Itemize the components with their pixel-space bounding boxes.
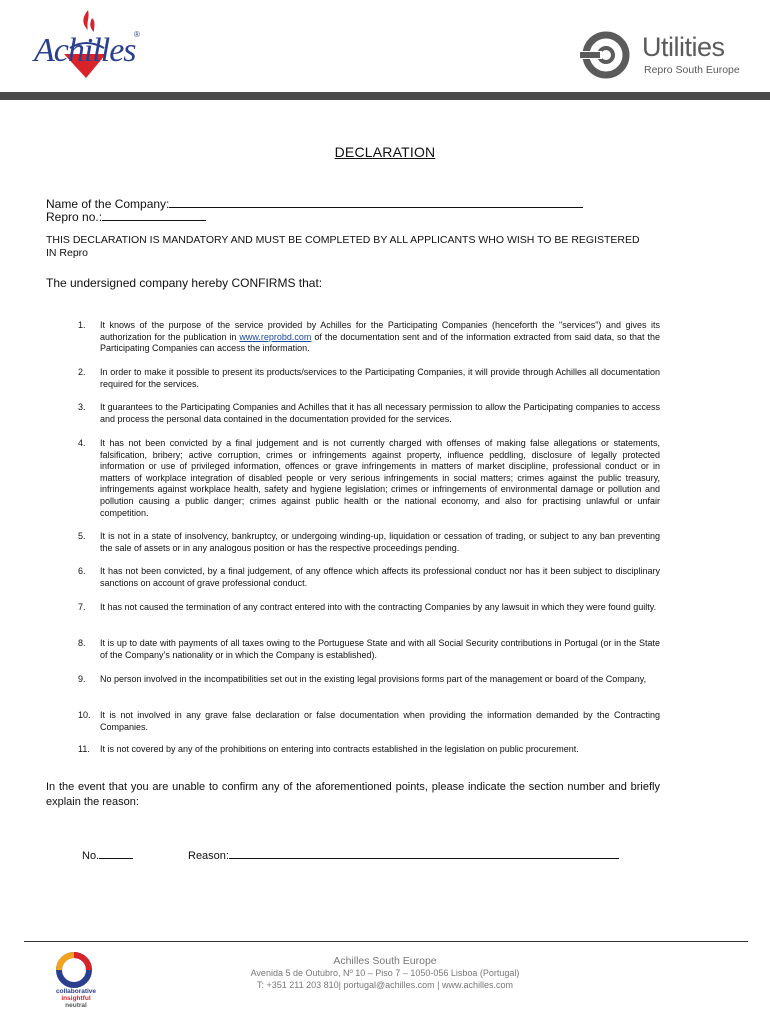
list-item-number: 9. xyxy=(78,674,86,684)
header-bar xyxy=(0,92,770,100)
list-item xyxy=(78,531,660,554)
item-text-part: of the documentation sent and of the information extracted from said data, so that the Participating Companies can access the information. xyxy=(100,331,660,354)
list-item-number: 11. xyxy=(78,744,90,754)
section-number-label: No. xyxy=(82,850,100,862)
list-item-text: It has not been convicted, by a final judgement, of any offence which affects its professional conduct nor has it been subject to disciplinary sanctions on account of grave professional conduct. xyxy=(100,566,660,588)
list-item-number: 2. xyxy=(78,367,86,377)
list-item xyxy=(78,638,660,661)
reprobd-link[interactable]: www.reprobd.com xyxy=(239,331,312,342)
list-item-number: 3. xyxy=(78,402,86,412)
repro-no-label: Repro no.: xyxy=(46,210,103,224)
confirms-statement xyxy=(46,276,322,290)
list-item-text: No person involved in the incompatibilities set out in the existing legal provisions forms part of the management or board of the Company, xyxy=(100,674,647,684)
list-item-text: It is not covered by any of the prohibitions on entering into contracts established in the legislation on public procurement. xyxy=(100,744,579,754)
badge-word: neutral xyxy=(65,1002,87,1009)
list-item-text: It has not caused the termination of any contract entered into with the contracting Companies by any lawsuit in which they were found guilty. xyxy=(100,602,657,612)
badge-word: collaborative xyxy=(55,988,97,995)
list-item-text xyxy=(100,320,660,355)
confirms-emphasis: CONFIRMS xyxy=(231,276,296,290)
list-item-number: 4. xyxy=(78,438,86,448)
list-item-text: It guarantees to the Participating Companies and Achilles that it has all necessary permission to allow the Participating companies to access and process the personal data contained in the documentation provided for the services. xyxy=(100,402,660,424)
unable-to-confirm-instructions: In the event that you are unable to confirm any of the aforementioned points, please indicate the section number and briefly explain the reason: xyxy=(46,781,660,808)
list-item xyxy=(78,438,660,519)
list-item-number: 1. xyxy=(78,320,86,330)
list-item xyxy=(78,674,660,686)
list-item-number: 7. xyxy=(78,602,86,612)
list-item xyxy=(78,402,660,425)
company-name-field[interactable] xyxy=(169,195,583,208)
reason-label: Reason: xyxy=(188,850,229,862)
list-item-text: It is not in a state of insolvency, bankruptcy, or undergoing winding-up, liquidation or cessation of trading, or subject to any ban preventing the sale of assets or in any analogous position or has the respective proceedings pending. xyxy=(100,531,660,553)
list-item-number: 10. xyxy=(78,710,91,720)
repro-no-row xyxy=(46,208,206,224)
list-item-text: In order to make it possible to present its products/services to the Participating Companies, it will provide through Achilles all documentation required for the services. xyxy=(100,367,660,389)
repro-no-field[interactable] xyxy=(102,208,206,221)
footer-company: Achilles South Europe xyxy=(333,955,437,967)
utilities-logo-icon xyxy=(578,30,638,80)
confirms-suffix: that: xyxy=(295,276,323,290)
list-item xyxy=(78,566,660,589)
company-name-label: Name of the Company: xyxy=(46,197,170,211)
confirms-prefix: The undersigned company hereby xyxy=(46,276,232,290)
reason-field[interactable] xyxy=(229,846,619,859)
list-item-text: It is up to date with payments of all taxes owing to the Portuguese State and with all Social Security contributions in Portugal (or in the State of the Company’s nationality or in which the Company is established). xyxy=(100,638,660,660)
footer-divider xyxy=(24,941,748,942)
list-item-text: It has not been convicted by a final judgement and is not currently charged with offenses of making false allegations or statements, falsification, bribery; active corruption, crimes or infringements against property, influence peddling, disclosure of legally protected information or use of privileged information, offences or grave infringements in matters of market discipline, professional conduct or in matters of workplace integration of disabled people or very serious infringements in social matters; crimes against the public treasury, infringements against workplace health, safety and hygiene legislation; crimes or infringements of environmental damage or pollution and pollution causing a public danger; crimes against public health or the national economy, and also for practising unlawful or unfair competition. xyxy=(100,438,660,518)
list-item xyxy=(78,320,660,355)
section-number-row xyxy=(82,846,133,862)
list-item xyxy=(78,744,660,756)
list-item-number: 8. xyxy=(78,638,86,648)
list-item-number: 6. xyxy=(78,566,86,576)
list-item xyxy=(78,710,660,733)
achilles-logo xyxy=(30,8,150,80)
badge-text xyxy=(44,988,108,1009)
document-title: DECLARATION xyxy=(334,144,436,160)
page-header xyxy=(0,0,770,100)
footer-address: Avenida 5 de Outubro, Nº 10 – Piso 7 – 1050-056 Lisboa (Portugal) xyxy=(250,968,520,978)
utilities-logo xyxy=(578,30,748,80)
section-number-field[interactable] xyxy=(99,846,133,859)
utilities-title: Utilities xyxy=(642,32,725,62)
registered-mark: ® xyxy=(134,30,140,39)
list-item-text: It is not involved in any grave false declaration or false documentation when providing the information demanded by the Contracting Companies. xyxy=(100,710,660,732)
list-item xyxy=(78,602,660,614)
item-text-part: It knows of the purpose of the service provided by Achilles for the Participating Companies (henceforth the "services") and gives its authorization for the publication in xyxy=(100,320,660,342)
footer-contact: T: +351 211 203 810| portugal@achilles.com | www.achilles.com xyxy=(256,980,514,990)
list-item-number: 5. xyxy=(78,531,86,541)
achilles-wordmark: Achilles xyxy=(34,32,136,69)
mandatory-notice: THIS DECLARATION IS MANDATORY AND MUST BE COMPLETED BY ALL APPLICANTS WHO WISH TO BE REGISTERED IN Repro xyxy=(46,234,640,259)
list-item xyxy=(78,367,660,390)
reason-row xyxy=(188,846,619,862)
badge-word: insightful xyxy=(61,995,91,1002)
utilities-subtitle: Repro South Europe xyxy=(644,64,740,76)
